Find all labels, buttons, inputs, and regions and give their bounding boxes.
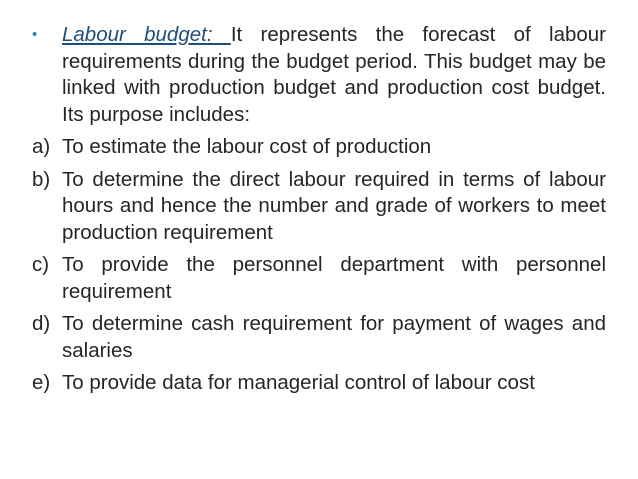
- purpose-item-a: [32, 134, 606, 161]
- purpose-item-e: [32, 370, 606, 397]
- purpose-text: To estimate the labour cost of production: [62, 135, 432, 158]
- purpose-text: To determine the direct labour required in terms of labour hours and hence the number and grade of workers to meet production requirement: [62, 167, 606, 244]
- purpose-item-d: [32, 311, 606, 364]
- purpose-item-c: [32, 252, 606, 305]
- purpose-marker: c): [32, 253, 50, 276]
- purpose-marker: a): [32, 135, 51, 158]
- labour-budget-definition-text: It represents the forecast of labour requirements during the budget period. This budget may be linked with production budget and production cost budget. Its purpose includes:: [62, 23, 606, 126]
- labour-budget-term: Labour budget:: [62, 23, 231, 46]
- purpose-item-b: [32, 167, 606, 247]
- purpose-marker: d): [32, 312, 51, 335]
- purpose-marker: e): [32, 371, 51, 394]
- purpose-text: To determine cash requirement for payment of wages and salaries: [62, 312, 606, 362]
- labour-budget-definition: [32, 22, 606, 128]
- purpose-marker: b): [32, 167, 51, 191]
- purpose-text: To provide the personnel department with personnel requirement: [62, 253, 606, 303]
- slide-content: [32, 22, 606, 403]
- bullet-icon: •: [32, 26, 38, 43]
- purpose-text: To provide data for managerial control of labour cost: [62, 371, 535, 394]
